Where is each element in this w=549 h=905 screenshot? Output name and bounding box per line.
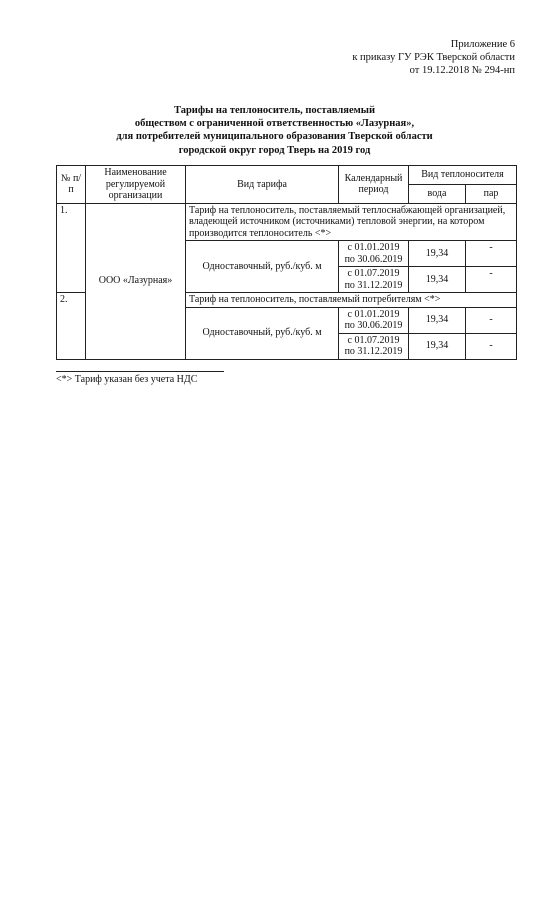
period-cell: с 01.01.2019 по 30.06.2019 xyxy=(339,307,409,333)
water-value: 19,34 xyxy=(409,241,466,267)
header-num: № п/п xyxy=(57,166,86,204)
section-heading: Тариф на теплоноситель, поставляемый теплоснабжающей организацией, владеющей источником (источниками) тепловой энергии, на котором производится теплоноситель <*> xyxy=(186,203,517,241)
header-steam: пар xyxy=(466,184,517,203)
water-value: 19,34 xyxy=(409,307,466,333)
appendix-line-1: Приложение 6 xyxy=(450,39,515,50)
tariff-type: Одноставочный, руб./куб. м xyxy=(186,241,339,293)
appendix-line-2: к приказу ГУ РЭК Тверской области xyxy=(352,52,515,64)
steam-value: - xyxy=(466,307,517,333)
section-heading: Тариф на теплоноситель, поставляемый потребителям <*> xyxy=(186,293,517,308)
footnote-divider xyxy=(56,371,224,372)
row-number: 1. xyxy=(57,203,86,293)
steam-value: - xyxy=(466,333,517,359)
period-cell: с 01.07.2019 по 31.12.2019 xyxy=(339,333,409,359)
appendix-line-3: от 19.12.2018 № 294-нп xyxy=(409,65,515,77)
water-value: 19,34 xyxy=(409,267,466,293)
steam-value: - xyxy=(466,241,517,267)
title-line-1: Тарифы на теплоноситель, поставляемый xyxy=(173,105,376,116)
period-cell: с 01.07.2019 по 31.12.2019 xyxy=(339,267,409,293)
header-water: вода xyxy=(409,184,466,203)
title-line-4: городской округ город Тверь на 2019 год xyxy=(178,144,371,156)
period-cell: с 01.01.2019 по 30.06.2019 xyxy=(339,241,409,267)
organization-name: ООО «Лазурная» xyxy=(86,203,186,359)
header-tariff-type: Вид тарифа xyxy=(186,166,339,204)
row-number: 2. xyxy=(57,293,86,360)
table-row xyxy=(57,203,517,241)
title-line-2: обществом с ограниченной ответственностью «Лазурная», xyxy=(134,118,415,130)
tariff-type: Одноставочный, руб./куб. м xyxy=(186,307,339,359)
steam-value: - xyxy=(466,267,517,293)
footnote: <*> Тариф указан без учета НДС xyxy=(56,374,198,385)
appendix-header xyxy=(352,38,515,78)
tariff-table xyxy=(56,165,517,360)
header-period: Календарный период xyxy=(339,166,409,204)
water-value: 19,34 xyxy=(409,333,466,359)
header-carrier: Вид теплоносителя xyxy=(409,166,517,185)
title-line-3: для потребителей муниципального образования Тверской области xyxy=(116,131,433,143)
document-title xyxy=(0,104,549,157)
header-organization: Наименование регулируемой организации xyxy=(86,166,186,204)
